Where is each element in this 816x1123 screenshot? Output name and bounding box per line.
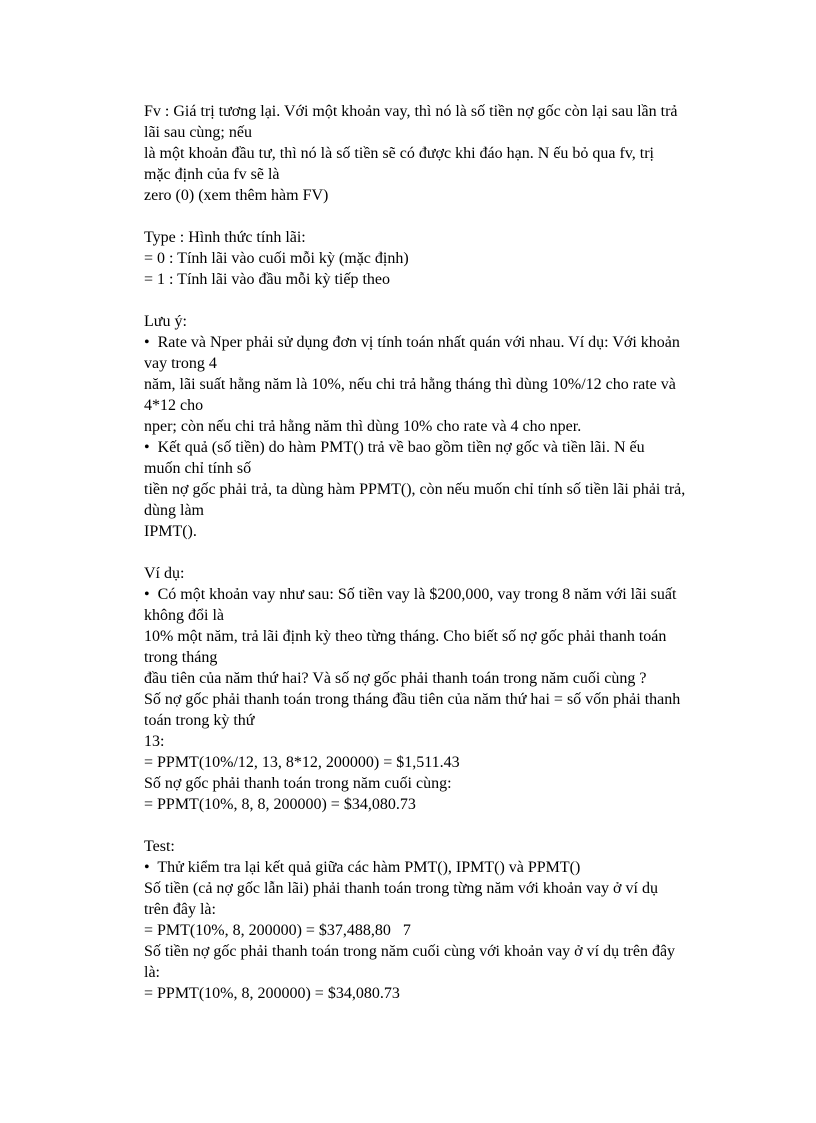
- example-line-3: 10% một năm, trả lãi định kỳ theo từng tháng. Cho biết số nợ gốc phải thanh toán: [144, 628, 667, 645]
- test-heading: Test:: [144, 838, 175, 855]
- fv-line-2: lãi sau cùng; nếu: [144, 124, 252, 141]
- document-page: [144, 101, 756, 1004]
- example-section: [144, 563, 756, 815]
- note-bullet-1-line-4: 4*12 cho: [144, 397, 204, 414]
- example-formula-1: = PPMT(10%/12, 13, 8*12, 200000) = $1,511.43: [144, 754, 460, 771]
- test-line-2: Số tiền (cả nợ gốc lẫn lãi) phải thanh toán trong từng năm với khoản vay ở ví dụ: [144, 880, 658, 897]
- note-bullet-2-line-5: IPMT().: [144, 523, 197, 540]
- example-line-5: đầu tiên của năm thứ hai? Và số nợ gốc phải thanh toán trong năm cuối cùng ?: [144, 670, 647, 687]
- spacer: [144, 815, 756, 836]
- note-bullet-1-line-2: vay trong 4: [144, 355, 217, 372]
- note-bullet-2-line-2: muốn chỉ tính số: [144, 460, 252, 477]
- example-line-4: trong tháng: [144, 649, 218, 666]
- test-formula-1: = PMT(10%, 8, 200000) = $37,488,80 7: [144, 922, 411, 939]
- note-bullet-2-line-3: tiền nợ gốc phải trả, ta dùng hàm PPMT(), còn nếu muốn chỉ tính số tiền lãi phải trả,: [144, 481, 686, 498]
- note-bullet-2-line-4: dùng làm: [144, 502, 204, 519]
- example-heading: Ví dụ:: [144, 565, 185, 582]
- spacer: [144, 290, 756, 311]
- test-section: [144, 836, 756, 1004]
- type-option-1: = 1 : Tính lãi vào đầu mỗi kỳ tiếp theo: [144, 271, 391, 288]
- note-bullet-1-line-1: • Rate và Nper phải sử dụng đơn vị tính toán nhất quán với nhau. Ví dụ: Với khoản: [144, 334, 680, 351]
- fv-section: [144, 101, 756, 206]
- test-line-5: Số tiền nợ gốc phải thanh toán trong năm cuối cùng với khoản vay ở ví dụ trên đây: [144, 943, 676, 960]
- test-formula-2: = PPMT(10%, 8, 200000) = $34,080.73: [144, 985, 400, 1002]
- example-line-2: không đổi là: [144, 607, 224, 624]
- type-heading: Type : Hình thức tính lãi:: [144, 229, 306, 246]
- fv-line-5: zero (0) (xem thêm hàm FV): [144, 187, 329, 204]
- spacer: [144, 206, 756, 227]
- example-formula-2: = PPMT(10%, 8, 8, 200000) = $34,080.73: [144, 796, 416, 813]
- fv-line-1: Fv : Giá trị tương lại. Với một khoản vay, thì nó là số tiền nợ gốc còn lại sau lần trả: [144, 103, 678, 120]
- note-bullet-2-line-1: • Kết quả (số tiền) do hàm PMT() trả về bao gồm tiền nợ gốc và tiền lãi. N ếu: [144, 439, 645, 456]
- type-section: [144, 227, 756, 290]
- note-bullet-1-line-5: nper; còn nếu chi trả hằng năm thì dùng 10% cho rate và 4 cho nper.: [144, 418, 582, 435]
- fv-line-4: mặc định của fv sẽ là: [144, 166, 280, 183]
- test-line-6: là:: [144, 964, 160, 981]
- test-line-3: trên đây là:: [144, 901, 216, 918]
- test-line-1: • Thử kiểm tra lại kết quả giữa các hàm PMT(), IPMT() và PPMT(): [144, 859, 581, 876]
- example-line-1: • Có một khoản vay như sau: Số tiền vay là $200,000, vay trong 8 năm với lãi suất: [144, 586, 677, 603]
- note-bullet-1-line-3: năm, lãi suất hằng năm là 10%, nếu chi trả hằng tháng thì dùng 10%/12 cho rate và: [144, 376, 676, 393]
- type-option-0: = 0 : Tính lãi vào cuối mỗi kỳ (mặc định): [144, 250, 409, 267]
- example-line-6: Số nợ gốc phải thanh toán trong tháng đầu tiên của năm thứ hai = số vốn phải thanh: [144, 691, 681, 708]
- example-line-8: 13:: [144, 733, 165, 750]
- spacer: [144, 542, 756, 563]
- note-heading: Lưu ý:: [144, 313, 187, 330]
- fv-line-3: là một khoản đầu tư, thì nó là số tiền sẽ có được khi đáo hạn. N ếu bỏ qua fv, trị: [144, 145, 654, 162]
- example-line-10: Số nợ gốc phải thanh toán trong năm cuối cùng:: [144, 775, 452, 792]
- note-section: [144, 311, 756, 542]
- example-line-7: toán trong kỳ thứ: [144, 712, 255, 729]
